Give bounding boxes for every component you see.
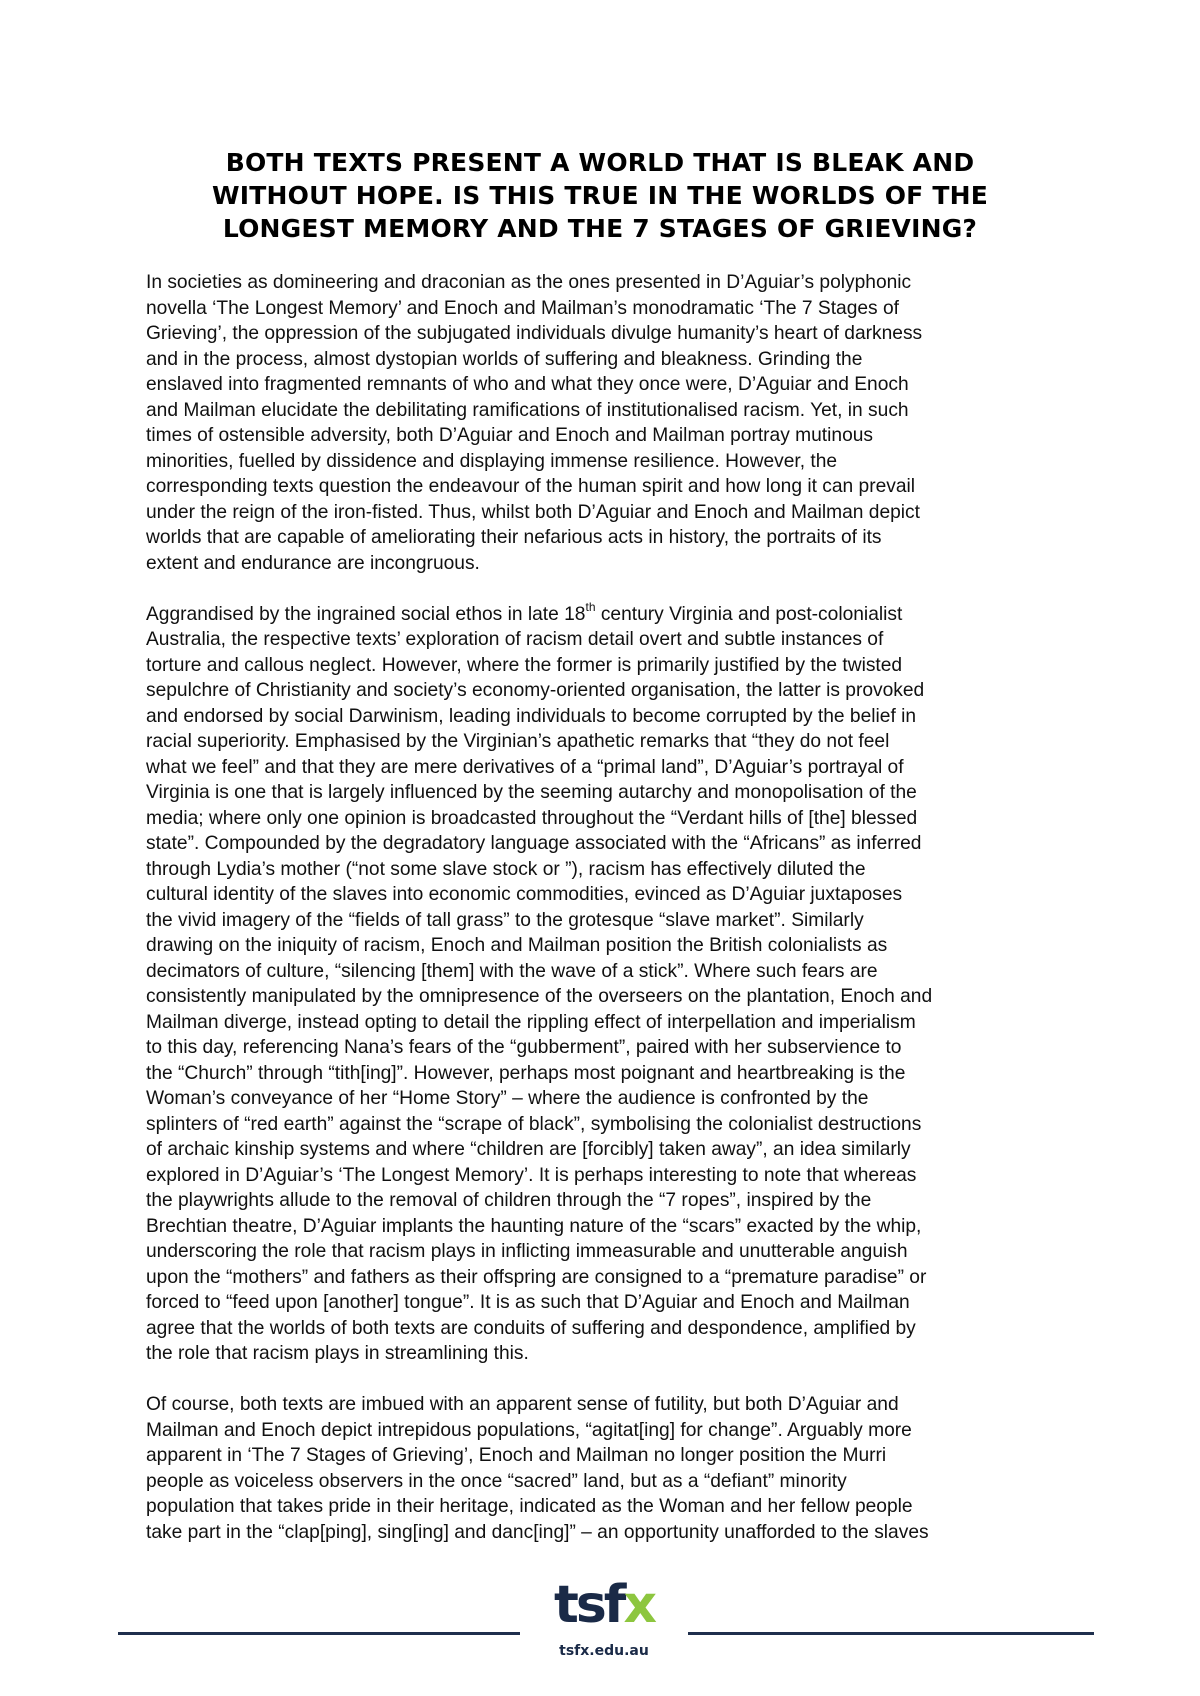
text-line: apparent in ‘The 7 Stages of Grieving’, Enoch and Mailman no longer position the Murri [146,1445,887,1466]
text-line: of archaic kinship systems and where “children are [forcibly] taken away”, an idea similarly [146,1139,911,1160]
text-line: Grieving’, the oppression of the subjugated individuals divulge humanity’s heart of darkness [146,323,923,344]
footer-divider-right [688,1632,1094,1635]
text-line: minorities, fuelled by dissidence and displaying immense resilience. However, the [146,450,838,472]
tsfx-logo [548,1575,660,1675]
text-line: Brechtian theatre, D’Aguiar implants the haunting nature of the “scars” exacted by the whip, [146,1215,922,1237]
logo-accent-letter: x [623,1575,654,1635]
text-line: people as voiceless observers in the once “sacred” land, but as a “defiant” minority [146,1470,847,1492]
text-run: century Virginia and post-colonialist [595,603,903,625]
text-line: media; where only one opinion is broadcasted throughout the “Verdant hills of [the] blessed [146,807,918,829]
text-line: the role that racism plays in streamlining this. [146,1343,529,1364]
text-line: novella ‘The Longest Memory’ and Enoch and Mailman’s monodramatic ‘The 7 Stages of [146,297,899,319]
text-line: extent and endurance are incongruous. [146,552,480,574]
essay-body [146,270,1066,1571]
logo-text: tsf [554,1575,624,1635]
text-line: Woman’s conveyance of her “Home Story” – where the audience is confronted by the [146,1088,869,1109]
text-line: decimators of culture, “silencing [them] with the wave of a stick”. Where such fears are [146,960,878,982]
essay-title [140,146,1060,245]
title-line: BOTH TEXTS PRESENT A WORLD THAT IS BLEAK AND [225,148,975,177]
text-line: Of course, both texts are imbued with an apparent sense of futility, but both D’Aguiar and [146,1394,899,1415]
logo-wordmark [548,1575,660,1635]
text-line: state”. Compounded by the degradatory language associated with the “Africans” as inferred [146,833,922,854]
text-line: corresponding texts question the endeavour of the human spirit and how long it can prevail [146,476,916,497]
text-line: enslaved into fragmented remnants of who and what they once were, D’Aguiar and Enoch [146,374,909,395]
footer-divider-left [118,1632,520,1635]
text-line: upon the “mothers” and fathers as their offspring are consigned to a “premature paradise” or [146,1266,927,1288]
text-line: underscoring the role that racism plays in inflicting immeasurable and unutterable anguish [146,1241,908,1262]
text-line: the vivid imagery of the “fields of tall grass” to the grotesque “slave market”. Similarly [146,909,864,931]
text-line: explored in D’Aguiar’s ‘The Longest Memory’. It is perhaps interesting to note that whereas [146,1164,917,1186]
text-line: Virginia is one that is largely influenced by the seeming autarchy and monopolisation of the [146,782,917,803]
text-line: sepulchre of Christianity and society’s economy-oriented organisation, the latter is provoked [146,680,925,701]
page-footer [0,1575,1200,1685]
ordinal-superscript: th [585,600,596,615]
text-line: times of ostensible adversity, both D’Aguiar and Enoch and Mailman portray mutinous [146,425,874,446]
paragraph-introduction [146,270,1066,576]
text-run: Aggrandised by the ingrained social ethos in late 18 [146,603,586,625]
text-line: to this day, referencing Nana’s fears of the “gubberment”, paired with her subservience to [146,1037,902,1058]
text-line: forced to “feed upon [another] tongue”. It is as such that D’Aguiar and Enoch and Mailman [146,1292,910,1313]
text-line: and endorsed by social Darwinism, leading individuals to become corrupted by the belief in [146,705,917,727]
text-line: through Lydia’s mother (“not some slave stock or ”), racism has effectively diluted the [146,858,866,880]
text-line: what we feel” and that they are mere derivatives of a “primal land”, D’Aguiar’s portrayal of [146,756,904,778]
text-line: racial superiority. Emphasised by the Virginian’s apathetic remarks that “they do not feel [146,731,890,752]
text-line: splinters of “red earth” against the “scrape of black”, symbolising the colonialist destructions [146,1113,922,1135]
text-line: cultural identity of the slaves into economic commodities, evinced as D’Aguiar juxtaposes [146,884,903,905]
text-line: torture and callous neglect. However, where the former is primarily justified by the twisted [146,654,903,676]
text-line: drawing on the iniquity of racism, Enoch and Mailman position the British colonialists as [146,935,888,956]
paragraph-racism [146,602,1066,1367]
text-line: agree that the worlds of both texts are conduits of suffering and despondence, amplified by [146,1317,916,1339]
text-line: worlds that are capable of ameliorating their nefarious acts in history, the portraits of its [146,527,882,548]
text-line: population that takes pride in their heritage, indicated as the Woman and her fellow people [146,1496,913,1517]
footer-url: tsfx.edu.au [559,1643,649,1659]
text-line: In societies as domineering and draconian as the ones presented in D’Aguiar’s polyphonic [146,272,912,293]
paragraph-resilience [146,1392,1066,1545]
text-line: Mailman and Enoch depict intrepidous populations, “agitat[ing] for change”. Arguably more [146,1419,912,1441]
text-line: take part in the “clap[ping], sing[ing] and danc[ing]” – an opportunity unafforded to the slaves [146,1521,929,1543]
text-line: and Mailman elucidate the debilitating ramifications of institutionalised racism. Yet, in such [146,399,909,421]
text-line [146,602,1066,628]
text-line: Mailman diverge, instead opting to detail the rippling effect of interpellation and imperialism [146,1011,916,1033]
text-line: the playwrights allude to the removal of children through the “7 ropes”, inspired by the [146,1190,872,1211]
title-line: LONGEST MEMORY AND THE 7 STAGES OF GRIEVING? [222,214,978,243]
text-line: Australia, the respective texts’ exploration of racism detail overt and subtle instances of [146,629,884,650]
text-line: under the reign of the iron-fisted. Thus, whilst both D’Aguiar and Enoch and Mailman depict [146,501,920,523]
text-line: consistently manipulated by the omnipresence of the overseers on the plantation, Enoch and [146,986,933,1007]
text-line: the “Church” through “tith[ing]”. However, perhaps most poignant and heartbreaking is the [146,1062,906,1084]
title-line: WITHOUT HOPE. IS THIS TRUE IN THE WORLDS OF THE [212,181,988,210]
text-line: and in the process, almost dystopian worlds of suffering and bleakness. Grinding the [146,348,863,370]
